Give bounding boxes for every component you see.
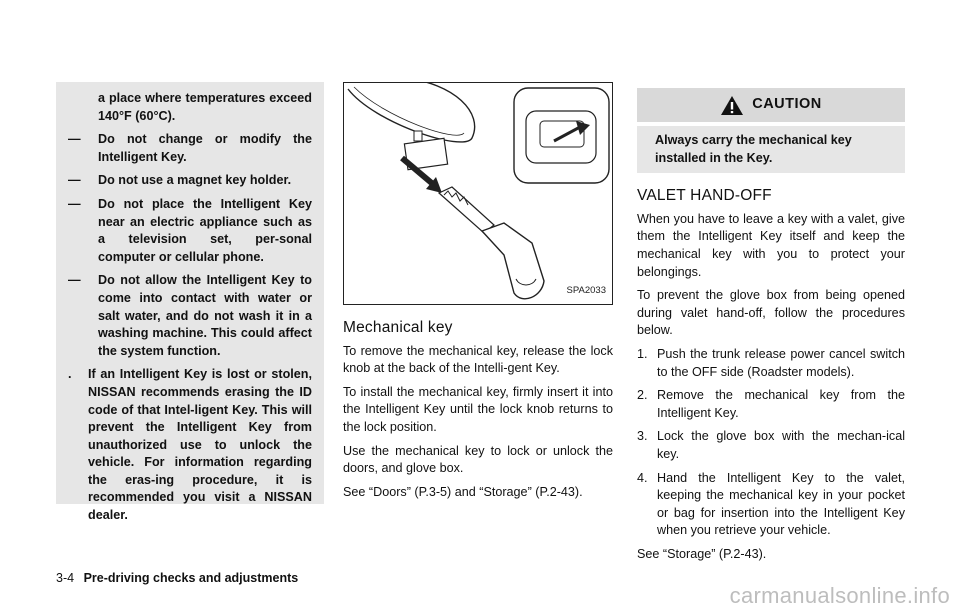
valet-column (637, 82, 905, 569)
lead-continuation: a place where temperatures exceed 140°F (60°C). (98, 91, 312, 123)
dash-item (68, 272, 312, 360)
step-item (637, 428, 905, 463)
page-footer (56, 571, 298, 585)
paragraph: See “Doors” (P.3-5) and “Storage” (P.2-43). (343, 484, 583, 499)
caution-title: CAUTION (752, 96, 822, 113)
step-item (637, 470, 905, 540)
section-heading-mechanical-key: Mechanical key (343, 319, 453, 336)
dash-mark: — (68, 273, 81, 288)
key-drawing (344, 83, 614, 306)
step-item (637, 387, 905, 422)
dash-item (68, 172, 312, 190)
step-text: Hand the Intelligent Key to the valet, keeping the mechanical key in your pocket or bag for insertion into the Intelligent Key when you retrieve your vehicle. (657, 470, 905, 538)
bullet-mark: . (68, 367, 72, 382)
section-title: Pre-driving checks and adjustments (83, 571, 299, 585)
paragraph: To remove the mechanical key, release the lock knob at the back of the Intelli-gent Key. (343, 343, 613, 376)
caution-body (637, 126, 905, 173)
caution-header (637, 88, 905, 122)
figure-code: SPA2033 (566, 285, 606, 297)
step-item (637, 346, 905, 381)
paragraph: To prevent the glove box from being opened during valet hand-off, follow the procedures below. (637, 288, 905, 338)
step-text: Remove the mechanical key from the Intelligent Key. (657, 388, 905, 420)
warning-panel (56, 82, 324, 523)
step-text: Push the trunk release power cancel switch to the OFF side (Roadster models). (657, 346, 905, 379)
dash-item-text: Do not use a magnet key holder. (98, 173, 292, 188)
dash-mark: — (68, 173, 81, 188)
dash-item-text: Do not allow the Intelligent Key to come into contact with water or salt water, and do not wash it in a washing machine. This could affect the system function. (98, 273, 312, 358)
warning-triangle-icon (720, 95, 744, 116)
dash-mark: — (68, 132, 81, 147)
paragraph: To install the mechanical key, firmly insert it into the Intelligent Key until the lock knob returns to the lock position. (343, 384, 613, 434)
step-number: 2. (637, 388, 648, 403)
step-number: 1. (637, 346, 648, 361)
page-number: 3-4 (56, 571, 75, 585)
paragraph: When you have to leave a key with a valet, give them the Intelligent Key itself and keep the mechanical key with you to protect your belongings. (637, 211, 905, 279)
dash-mark: — (68, 196, 81, 211)
step-number: 3. (637, 429, 648, 444)
paragraph: Use the mechanical key to lock or unlock the doors, and glove box. (343, 443, 613, 476)
mechanical-key-column (343, 82, 613, 507)
bullet-item (68, 366, 312, 524)
step-number: 4. (637, 470, 648, 485)
bullet-text: If an Intelligent Key is lost or stolen, NISSAN recommends erasing the ID code of that Intel-ligent Key. This will prevent the Intelligent Key from unauthorized use to unlock the vehicle. For information regarding the eras-ing procedure, it is recommended you visit a NISSAN dealer. (88, 367, 312, 523)
step-text: Lock the glove box with the mechan-ical key. (657, 429, 905, 461)
caution-text: Always carry the mechanical key installed in the Key. (655, 133, 852, 165)
dash-item-text: Do not place the Intelligent Key near an electric appliance such as a television set, per-sonal computer or cellular phone. (98, 196, 312, 264)
key-illustration (343, 82, 613, 305)
section-heading-valet: VALET HAND-OFF (637, 187, 772, 205)
dash-item (68, 131, 312, 166)
dash-item-text: Do not change or modify the Intelligent Key. (98, 132, 312, 164)
see-also: See “Storage” (P.2-43). (637, 546, 767, 561)
watermark: carmanualsonline.info (729, 583, 950, 608)
dash-item (68, 196, 312, 266)
